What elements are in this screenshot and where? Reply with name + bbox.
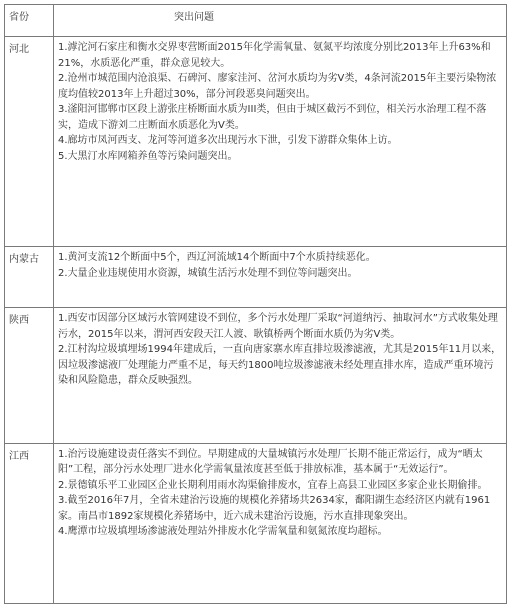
list-item: 5.大黑汀水库网箱养鱼等污染问题突出。 (58, 150, 238, 162)
issues-cell (54, 247, 507, 308)
list-item: 2.江村沟垃圾填埋场1994年建成后，一直向唐家寨水库直排垃圾渗滤液，尤其是2015年11月以来，因垃圾渗滤液厂处理能力严重不足，每天约1800吨垃圾渗滤液未经处理直排水库，造成严重环境污染和风险隐患，群众反映强烈。 (58, 344, 502, 387)
list-item: 2.景德镇乐平工业园区企业长期利用雨水沟渠偷排废水，宜春上高县工业园区多家企业长期偷排。 (58, 479, 488, 491)
table-row (5, 247, 507, 308)
list-item: 1.黄河支流12个断面中5个，西辽河流域14个断面中7个水质持续恶化。 (58, 252, 376, 264)
issues-cell (54, 37, 507, 247)
issues-table (4, 4, 507, 604)
list-item: 2.沧州市城范围内沧浪渠、石碑河、廖家洼河、岔河水质均为劣V类，4条河流2015年主要污染物浓度均值较2013年上升超过30%，部分河段恶臭问题突出。 (58, 73, 497, 100)
province-cell: 河北 (5, 37, 54, 247)
list-item: 1.治污设施建设责任落实不到位。早期建成的大量城镇污水处理厂长期不能正常运行，成为“晒太阳”工程，部分污水处理厂进水化学需氧量浓度甚至低于排放标准，基本属于“无效运行”。 (58, 448, 483, 476)
issues-cell (54, 443, 507, 603)
header-province: 省份 (5, 5, 54, 37)
list-item: 3.滏阳河邯郸市区段上游张庄桥断面水质为III类，但由于城区截污不到位，相关污水治理工程不落实，造成下游刘二庄断面水质恶化为V类。 (58, 104, 487, 131)
header-issues: 突出问题 (54, 5, 507, 37)
province-cell: 陕西 (5, 308, 54, 444)
province-cell: 内蒙古 (5, 247, 54, 308)
list-item: 3.截至2016年7月，全省未建治污设施的规模化养猪场共2634家，鄱阳湖生态经济区内就有1961家。南昌市1892家规模化养猪场中，近六成未建治污设施，污水直排现象突出。 (58, 495, 491, 522)
issues-cell (54, 308, 507, 444)
table-header-row (5, 5, 507, 37)
list-item: 2.大量企业违规使用水资源，城镇生活污水处理不到位等问题突出。 (58, 267, 358, 279)
province-cell: 江西 (5, 443, 54, 603)
list-item: 1.西安市因部分区域污水管网建设不到位，多个污水处理厂采取“河道纳污、抽取河水”方式收集处理污水，2015年以来，渭河西安段天江人渡、耿镇桥两个断面水质仍为劣V类。 (58, 313, 498, 340)
table-row (5, 308, 507, 444)
list-item: 4.鹰潭市垃圾填埋场渗滤液处理站外排废水化学需氧量和氨氮浓度均超标。 (58, 526, 388, 538)
list-item: 4.廊坊市凤河西支、龙河等河道多次出现污水下泄，引发下游群众集体上访。 (58, 135, 398, 146)
table-row (5, 443, 507, 603)
list-item: 1.滹沱河石家庄和衡水交界枣营断面2015年化学需氧量、氨氮平均浓度分别比2013年上升63%和21%，水质恶化严重，群众意见较大。 (58, 42, 491, 69)
table-row (5, 37, 507, 247)
